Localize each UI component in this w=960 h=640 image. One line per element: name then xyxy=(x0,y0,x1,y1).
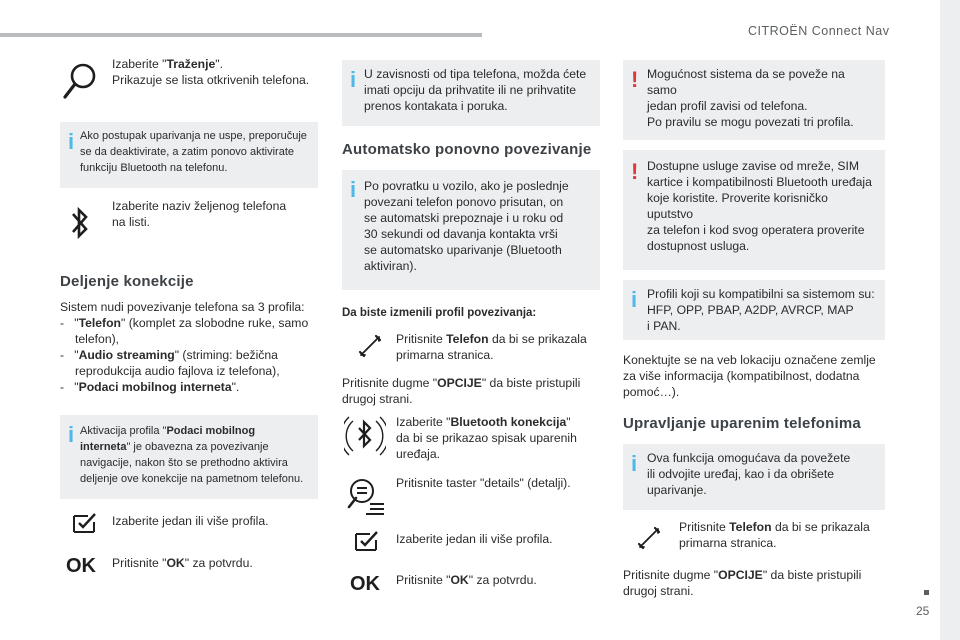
select-phone-step: Izaberite naziv željenog telefona na listi. xyxy=(112,199,287,229)
select-bluetooth-step: Izaberite "Bluetooth konekcija" da bi se prikazao spisak uparenih uređaja. xyxy=(396,415,577,461)
press-options-step: Pritisnite dugme "OPCIJE" da biste pristupili drugoj strani. xyxy=(342,376,581,406)
confirm-step: Pritisnite "OK" za potvrdu. xyxy=(112,556,253,570)
warning-note-services: ! Dostupne usluge zavise od mreže, SIM kartice i kompatibilnosti Bluetooth uređaja koje koristite. Proverite korisničko uputstvo za telefon i kod svog operatera proverite dostupnost usluga. xyxy=(623,150,885,270)
ok-icon: OK xyxy=(66,555,96,577)
select-profiles-step-2: Izaberite jedan ili više profila. xyxy=(396,532,553,546)
bluetooth-signal-icon xyxy=(344,414,386,458)
checklist-icon xyxy=(72,512,98,534)
info-icon: i xyxy=(350,177,357,202)
press-phone-step-3: Pritisnite Telefon da bi se prikazala primarna stranica. xyxy=(679,520,870,550)
info-note-reconnect: i Po povratku u vozilo, ako je poslednje povezani telefon ponovo prisutan, on se automatski prepoznaje i u roku od 30 sekundi od davanja kontakta vrši se automatsko uparivanje (Bluetooth aktiviran). xyxy=(342,170,600,290)
page-marker xyxy=(924,590,929,595)
info-note-data-profile: i Aktivacija profila "Podaci mobilnog interneta" je obavezna za povezivanje navigacije, nakon što se prethodno aktivira deljenje ove konekcije na pametnom telefonu. xyxy=(60,415,318,499)
info-note-pairing: i Ako postupak uparivanja ne uspe, preporučuje se da deaktivirate, a zatim ponovo aktivirate funkciju Bluetooth na telefonu. xyxy=(60,122,318,188)
search-step: Izaberite "Traženje". Prikazuje se lista otkrivenih telefona. xyxy=(112,57,310,87)
phone-handset-icon xyxy=(357,333,383,359)
press-details-step: Pritisnite taster "details" (detalji). xyxy=(396,476,571,490)
profile-item-phone: - "Telefon" (komplet za slobodne ruke, samo xyxy=(60,316,309,330)
profiles-list: - "Telefon" (komplet za slobodne ruke, samo telefon), - "Audio streaming" (striming: bežična reprodukcija audio fajlova iz telefona), - "Podaci mobilnog interneta". xyxy=(60,315,322,395)
change-profile-subheading: Da biste izmenili profil povezivanja: xyxy=(342,307,537,319)
info-note-contacts: i U zavisnosti od tipa telefona, možda ćete imati opciju da prihvatite ili ne prihvatite prenos kontakata i poruka. xyxy=(342,60,600,126)
heading-manage-paired: Upravljanje uparenim telefonima xyxy=(623,415,861,432)
profile-item-audio: - "Audio streaming" (striming: bežična xyxy=(60,348,278,362)
page-edge-strip xyxy=(940,0,960,640)
info-note-compatible-profiles: i Profili koji su kompatibilni sa sistemom su: HFP, OPP, PBAP, A2DP, AVRCP, MAP i PAN. xyxy=(623,280,885,340)
heading-auto-reconnect: Automatsko ponovno povezivanje xyxy=(342,141,592,158)
warning-icon: ! xyxy=(631,67,639,92)
search-icon xyxy=(60,60,100,102)
confirm-step-2: Pritisnite "OK" za potvrdu. xyxy=(396,573,537,587)
info-icon: i xyxy=(68,129,75,154)
select-profiles-step: Izaberite jedan ili više profila. xyxy=(112,514,269,528)
warning-icon: ! xyxy=(631,159,639,184)
heading-connection-sharing: Deljenje konekcije xyxy=(60,273,194,290)
ok-icon: OK xyxy=(350,573,380,595)
header-title: CITROËN Connect Nav xyxy=(748,24,890,38)
warning-note-profile: ! Mogućnost sistema da se poveže na samo jedan profil zavisi od telefona. Po pravilu se mogu povezati tri profila. xyxy=(623,60,885,140)
web-info-paragraph: Konektujte se na veb lokaciju označene zemlje za više informacija (kompatibilnost, dodatna pomoć…). xyxy=(623,353,876,399)
info-icon: i xyxy=(631,287,638,312)
checklist-icon xyxy=(354,530,380,552)
details-search-icon xyxy=(346,476,386,516)
info-icon: i xyxy=(68,422,75,447)
profiles-intro: Sistem nudi povezivanje telefona sa 3 profila: xyxy=(60,300,305,314)
bluetooth-icon xyxy=(70,205,90,241)
press-phone-step: Pritisnite Telefon da bi se prikazala primarna stranica. xyxy=(396,332,587,362)
phone-handset-icon xyxy=(636,525,662,551)
info-note-manage: i Ova funkcija omogućava da povežete ili odvojite uređaj, kao i da obrišete uparivanje. xyxy=(623,444,885,510)
info-icon: i xyxy=(350,67,357,92)
page-number: 25 xyxy=(916,604,930,618)
info-icon: i xyxy=(631,451,638,476)
header-rule xyxy=(0,33,482,37)
profile-item-data: - "Podaci mobilnog interneta". xyxy=(60,380,240,394)
press-options-step-3: Pritisnite dugme "OPCIJE" da biste pristupili drugoj strani. xyxy=(623,568,862,598)
